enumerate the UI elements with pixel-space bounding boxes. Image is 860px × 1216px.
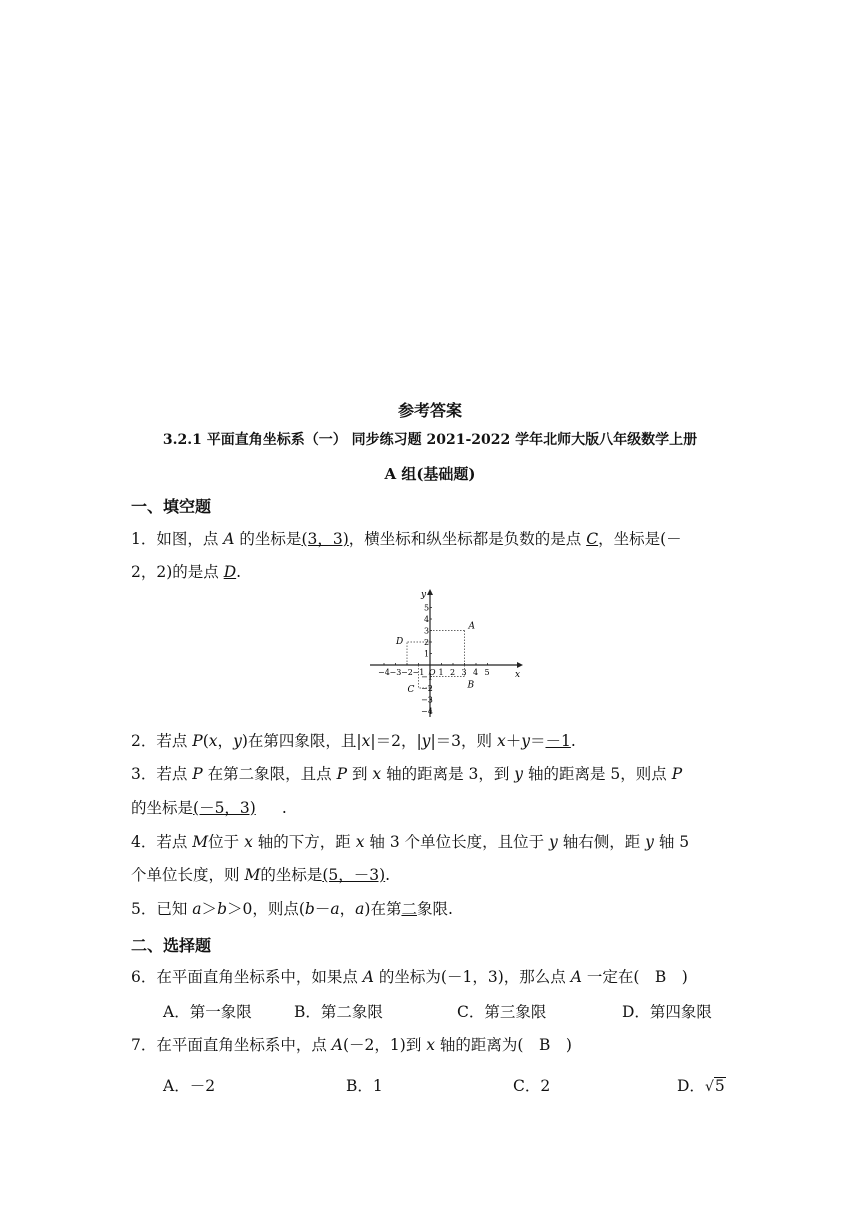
question-1-line-1: 1．如图，点 A 的坐标是(3，3)，横坐标和纵坐标都是负数的是点 C，坐标是(－ [131, 530, 682, 548]
q7-option-c: C．2 [513, 1077, 551, 1095]
question-7: 7．在平面直角坐标系中，点 A(－2，1)到 x 轴的距离为( B ) [131, 1036, 572, 1054]
y-tick-label: 4 [424, 615, 430, 624]
y-tick-label: −2 [421, 684, 433, 693]
x-tick-label: −1 [412, 668, 425, 677]
x-tick-label: −3 [389, 668, 402, 677]
answer-2: －1 [545, 732, 571, 750]
question-1-line-2: 2，2)的是点 D. [131, 563, 242, 581]
question-3-line-1: 3．若点 P 在第二象限，且点 P 到 x 轴的距离是 3，到 y 轴的距离是 5，则点 P [131, 765, 683, 783]
group-heading: A 组(基础题) [384, 465, 476, 483]
y-axis-arrow [427, 589, 433, 595]
section-fill-in-heading: 一、填空题 [131, 497, 212, 516]
x-tick-label: 5 [484, 668, 490, 677]
x-tick-label: 4 [473, 668, 479, 677]
question-3-line-2: 的坐标是(－5，3) . [131, 799, 287, 817]
q6-option-a: A．第一象限 [163, 1003, 252, 1021]
question-2: 2．若点 P(x，y)在第四象限，且|x|＝2，|y|＝3，则 x＋y＝－1. [131, 732, 576, 750]
question-5: 5．已知 a＞b＞0，则点(b－a，a)在第二象限. [131, 900, 453, 918]
x-tick-label: −2 [401, 668, 413, 677]
point-label-a: A [468, 621, 475, 632]
y-tick-label: 3 [424, 626, 430, 636]
x-tick-label: 2 [450, 668, 456, 677]
y-tick-label: 5 [424, 603, 430, 613]
question-4-line-2: 个单位长度，则 M的坐标是(5，－3). [131, 866, 391, 884]
question-6: 6．在平面直角坐标系中，如果点 A 的坐标为(－1，3)，那么点 A 一定在( B ) [131, 968, 688, 986]
x-tick-label: 1 [438, 668, 444, 677]
y-tick-label: −3 [421, 695, 433, 705]
q7-option-b: B．1 [346, 1077, 383, 1095]
y-tick-label: −1 [421, 672, 433, 682]
x-tick-label: −4 [378, 668, 390, 677]
answer-1b: C [586, 530, 599, 548]
answer-4: (5，－3) [322, 866, 386, 884]
y-axis-label: y [421, 590, 427, 600]
page-subtitle: 3.2.1 平面直角坐标系（一） 同步练习题 2021-2022 学年北师大版八年级数学上册 [162, 432, 698, 448]
y-tick-label: 2 [424, 638, 430, 647]
answer-1a: (3，3) [301, 530, 349, 548]
y-tick-label: −4 [421, 707, 433, 716]
answer-1c: D [223, 563, 237, 581]
x-axis-label: x [515, 670, 521, 680]
point-label-c: C [407, 685, 415, 695]
q7-option-a: A．－2 [163, 1077, 216, 1095]
question-4-line-1: 4．若点 M位于 x 轴的下方，距 x 轴 3 个单位长度，且位于 y 轴右侧，距 y 轴 5 [131, 833, 690, 851]
answer-5: 二 [401, 900, 417, 918]
x-tick-label: 3 [461, 668, 467, 677]
q7-option-d: D．√5 [677, 1077, 725, 1095]
y-tick-label: 1 [424, 649, 430, 659]
section-choice-heading: 二、选择题 [131, 936, 212, 955]
x-axis-arrow [517, 662, 523, 668]
q6-option-d: D．第四象限 [622, 1003, 712, 1021]
point-label-d: D [396, 637, 404, 647]
page-title: 参考答案 [397, 401, 462, 420]
coordinate-figure [365, 587, 530, 722]
q6-option-c: C．第三象限 [457, 1003, 547, 1021]
x-tick-label: O [429, 668, 436, 677]
point-label-b: B [467, 680, 475, 691]
q6-option-b: B．第二象限 [294, 1003, 383, 1021]
answer-3: (－5，3) [193, 799, 256, 817]
